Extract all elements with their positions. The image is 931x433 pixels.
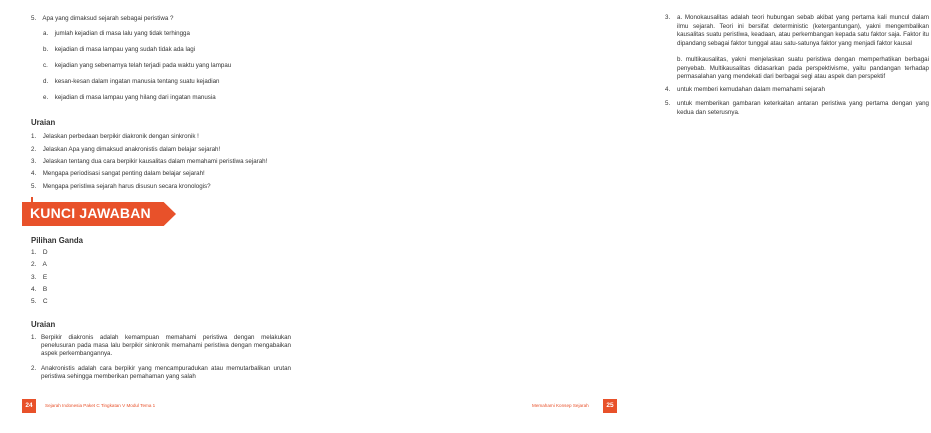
answer-3: 3. E (31, 274, 48, 281)
answer-item-3: 3. a. Monokausalitas adalah teori hubungan sebab akibat yang pertama kali muncul dalam ilmu sejarah. Teori ini bersifat deterministic (ketergantungan), yakni mengembalikan kausalitas suatu peristiwa, keadaan, atau perkembangan kepada satu faktor saja. Faktor itu dipandang sebagai faktor tunggal atau satu-satunya faktor yang menjadi faktor kausal (665, 14, 929, 47)
uraian-answer-1: 1. Berpikir diakronis adalah kemampuan memahami peristiwa dengan melakukan penelusuran pada masa lalu berpikir sinkronik memahami peristiwa dengan mengabaikan aspek perkembangannya. (31, 334, 291, 357)
footer-right-text: Memahami Konsep Sejarah (532, 403, 589, 408)
uraian-question-2: 2. Jelaskan Apa yang dimaksud anakronistis dalam belajar sejarah! (31, 146, 221, 153)
monokausalitas-paragraph: a. Monokausalitas adalah teori hubungan sebab akibat yang pertama kali muncul dalam ilmu sejarah. Teori ini bersifat deterministic (ketergantungan), yakni mengembalikan kausalitas suatu peristiwa, keadaan, atau perkembangan kepada satu faktor saja. Faktor itu dipandang sebagai faktor tunggal atau satu-satunya faktor yang menjadi faktor kausal (677, 14, 929, 47)
uraian-question-4: 4. Mengapa periodisasi sangat penting dalam belajar sejarah! (31, 170, 205, 177)
page-number-right: 25 (603, 399, 617, 413)
answer-1: 1. D (31, 249, 48, 256)
option-e: e. kejadian di masa lampau yang hilang dari ingatan manusia (43, 94, 216, 101)
page-number-left: 24 (22, 399, 36, 413)
answer-item-5: 5. untuk memberikan gambaran keterkaitan antaran peristiwa yang pertama dengan yang kedua dan seterusnya. (665, 100, 929, 116)
option-d: d. kesan-kesan dalam ingatan manusia tentang suatu kejadian (43, 78, 220, 85)
question-5-stem: 5. Apa yang dimaksud sejarah sebagai peristiwa ? (31, 15, 174, 22)
answer-4: 4. B (31, 286, 48, 293)
left-page (0, 0, 319, 433)
option-a: a. jumlah kejadian di masa lalu yang tidak terhingga (43, 30, 190, 37)
right-page (319, 0, 929, 433)
answer-item-4: 4. untuk memberi kemudahan dalam memahami sejarah (665, 86, 825, 93)
answer-item-3b (665, 56, 931, 82)
banner-marker (31, 197, 33, 202)
kunci-jawaban-title: KUNCI JAWABAN (30, 205, 151, 221)
footer-left-text: Sejarah Indonesia Paket C Tingkatan V Modul Tema 1 (45, 403, 156, 408)
uraian-answer-2: 2. Anakronistis adalah cara berpikir yang mencampuradukan atau memutarbalikan urutan peristiwa sehingga memberikan pemahaman yang salah (31, 365, 291, 380)
uraian-answers-heading: Uraian (31, 320, 56, 329)
multikausalitas-paragraph: b. multikausalitas, yakni menjelaskan suatu peristiwa dengan memperhatikan berbagai penyebab. Multikausalitas didasarkan pada perspektivisme, yaitu pandangan terhadap permasalahan yang mendekati dari berbagai segi atau aspek dan perspektif (677, 56, 929, 81)
answer-2: 2. A (31, 261, 47, 268)
pilihan-ganda-heading: Pilihan Ganda (31, 236, 83, 245)
answer-5: 5. C (31, 298, 48, 305)
uraian-question-5: 5. Mengapa peristiwa sejarah harus disusun secara kronologis? (31, 183, 211, 190)
option-b: b. kejadian di masa lampau yang sudah tidak ada lagi (43, 46, 196, 53)
uraian-question-3: 3. Jelaskan tentang dua cara berpikir kausalitas dalam memahami peristiwa sejarah! (31, 158, 268, 165)
uraian-question-1: 1. Jelaskan perbedaan berpikir diakronik dengan sinkronik ! (31, 133, 199, 140)
uraian-heading: Uraian (31, 118, 56, 127)
option-c: c. kejadian yang sebenarnya telah terjadi pada waktu yang lampau (43, 62, 232, 69)
